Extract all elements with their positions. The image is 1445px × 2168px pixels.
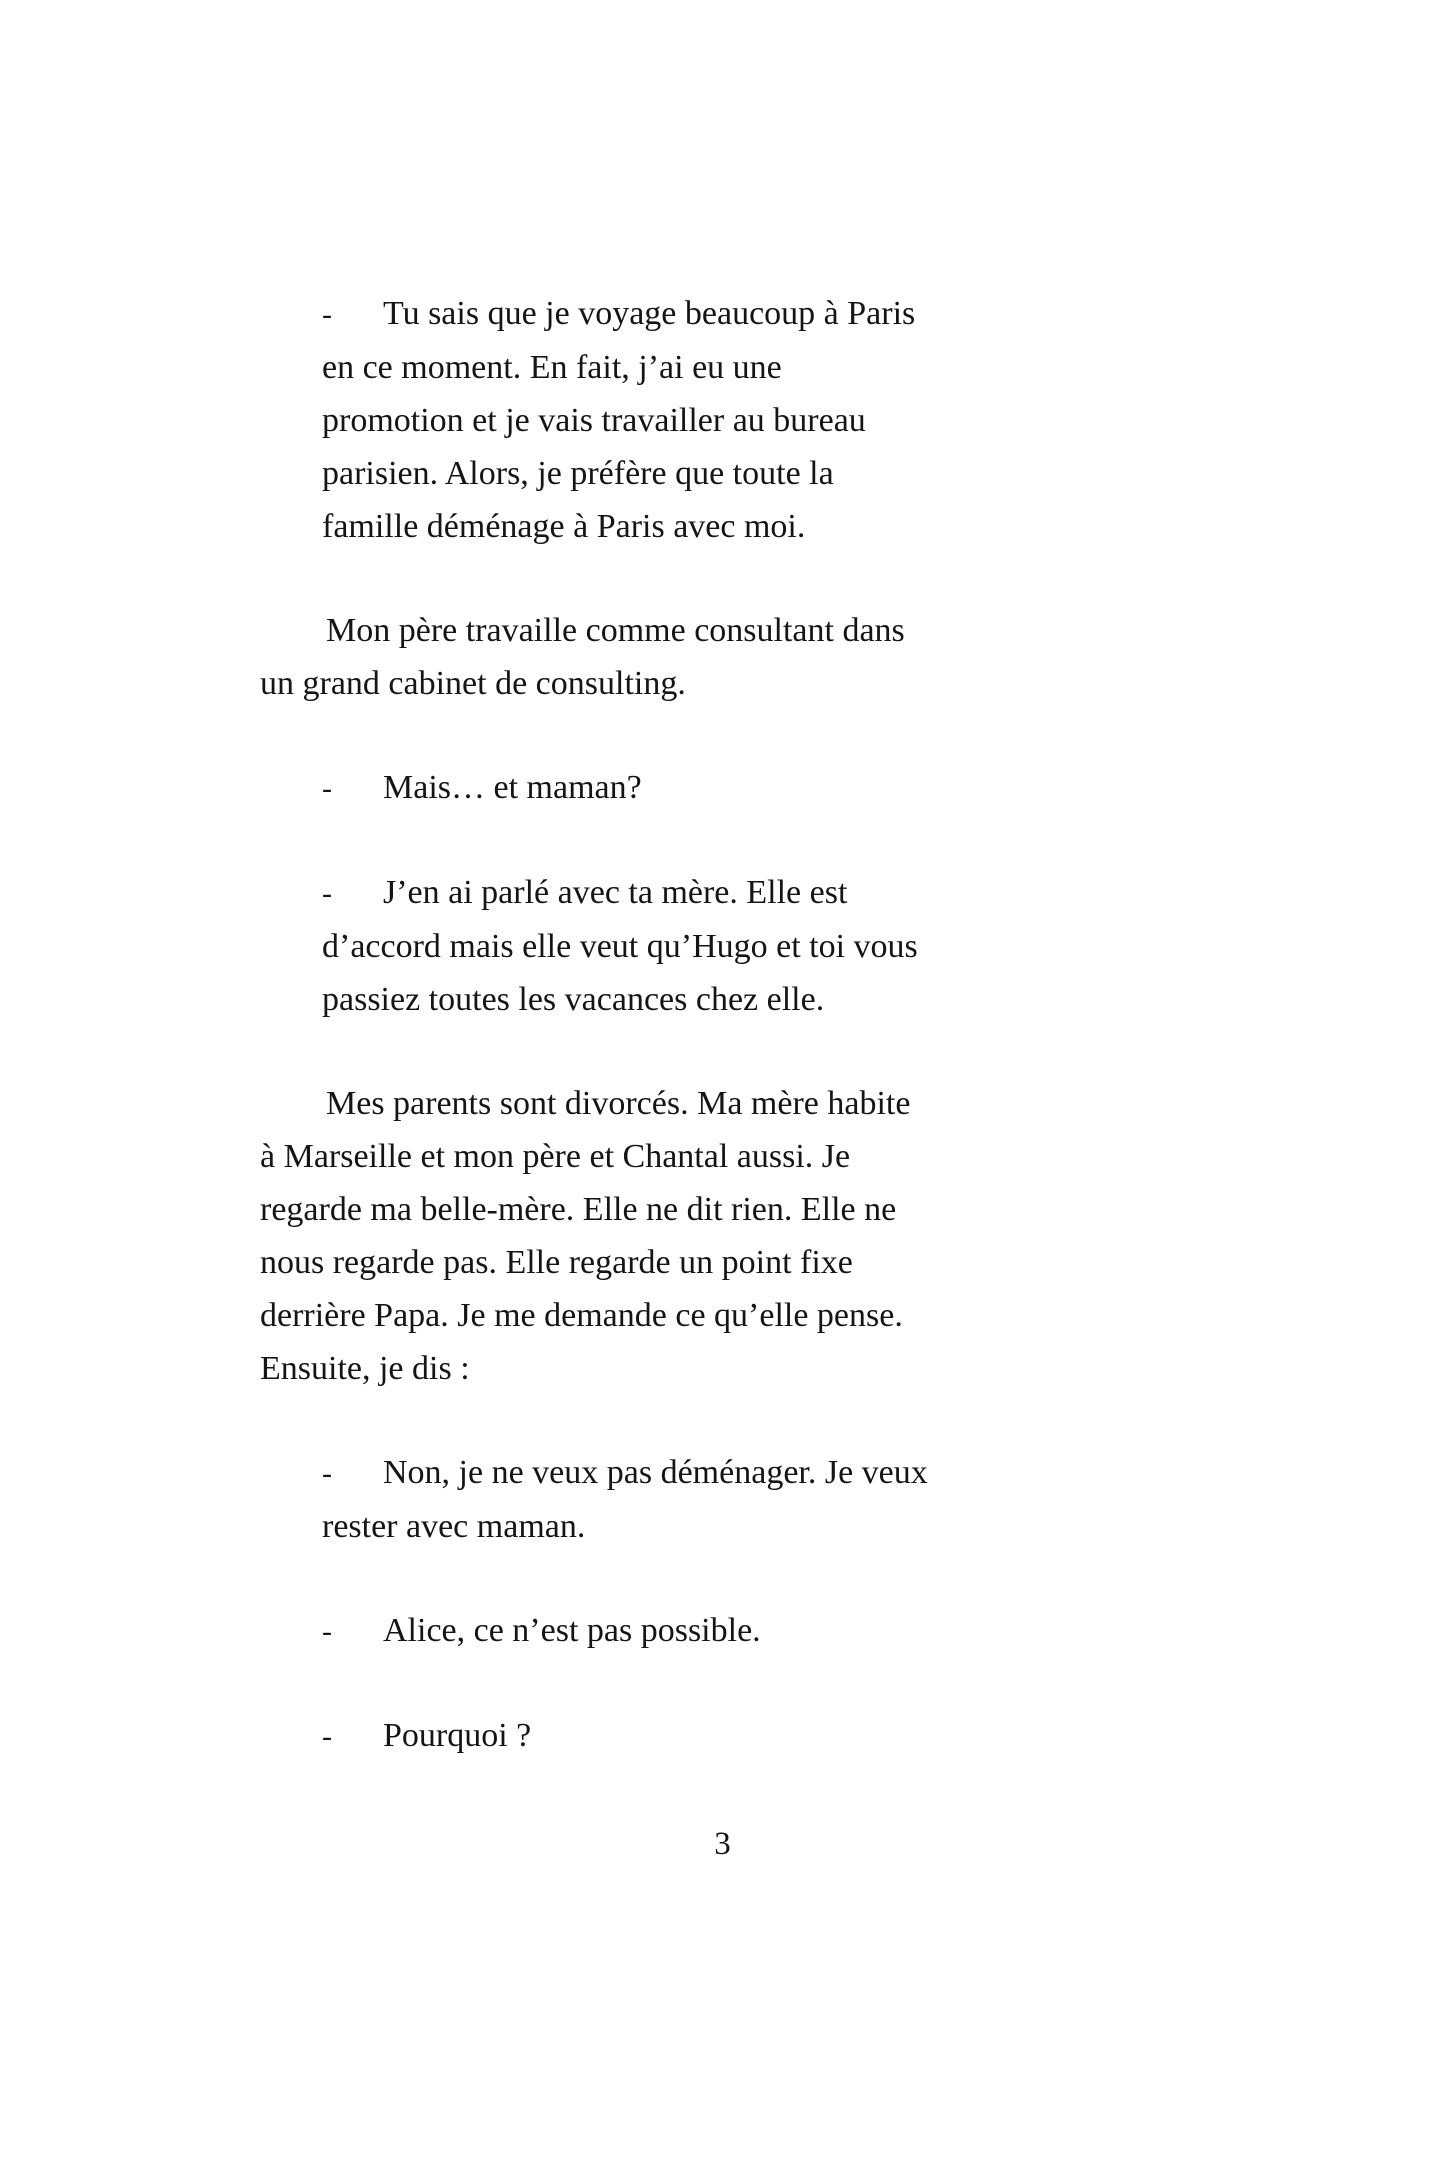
text-line [322,500,1180,553]
text-line [322,920,1180,973]
text-line [322,394,1180,447]
text-line [260,1289,1180,1342]
line-text: Mes parents sont divorcés. Ma mère habite [326,1085,911,1122]
text-line [322,1604,1180,1658]
dialogue-dash: - [322,1720,332,1753]
line-text: Mon père travaille comme consultant dans [326,612,905,649]
line-text: J’en ai parlé avec ta mère. Elle est [383,874,848,911]
line-text: Alice, ce n’est pas possible. [383,1612,761,1649]
dialogue-dash: - [322,1615,332,1648]
dialogue-paragraph [322,1709,1180,1763]
line-text: famille déménage à Paris avec moi. [322,508,806,545]
line-text: rester avec maman. [322,1508,586,1545]
line-text: en ce moment. En fait, j’ai eu une [322,349,782,386]
text-line [260,1236,1180,1289]
text-line [322,761,1180,815]
line-text: Ensuite, je dis : [260,1350,470,1387]
line-text: Mais… et maman? [383,769,642,806]
line-text: parisien. Alors, je préfère que toute la [322,455,834,492]
line-text: regarde ma belle-mère. Elle ne dit rien. Elle ne [260,1191,897,1228]
text-line [322,1446,1180,1500]
dialogue-paragraph [322,287,1180,553]
line-text: un grand cabinet de consulting. [260,665,686,702]
text-line [322,1709,1180,1763]
text-line [322,973,1180,1026]
narration-paragraph [260,1077,1180,1395]
text-line [260,1077,1180,1130]
dialogue-paragraph [322,866,1180,1026]
dialogue-dash: - [322,1457,332,1490]
text-line [322,1500,1180,1553]
dialogue-paragraph [322,1604,1180,1658]
text-line [260,657,1180,710]
text-line [260,604,1180,657]
text-line [260,1183,1180,1236]
dialogue-dash: - [322,298,332,331]
text-line [322,287,1180,341]
line-text: Pourquoi ? [383,1717,532,1754]
line-text: d’accord mais elle veut qu’Hugo et toi vous [322,928,918,965]
line-text: derrière Papa. Je me demande ce qu’elle pense. [260,1297,903,1334]
line-text: Non, je ne veux pas déménager. Je veux [383,1454,928,1491]
line-text: passiez toutes les vacances chez elle. [322,981,825,1018]
text-line [322,866,1180,920]
text-line [322,447,1180,500]
page-number: 3 [714,1826,731,1862]
line-text: à Marseille et mon père et Chantal aussi. Je [260,1138,851,1175]
text-line [260,1342,1180,1395]
line-text: promotion et je vais travailler au bureau [322,402,866,439]
dialogue-dash: - [322,772,332,805]
text-line [322,341,1180,394]
line-text: nous regarde pas. Elle regarde un point fixe [260,1244,853,1281]
narration-paragraph [260,604,1180,710]
dialogue-paragraph [322,761,1180,815]
dialogue-paragraph [322,1446,1180,1553]
line-text: Tu sais que je voyage beaucoup à Paris [383,295,916,332]
dialogue-dash: - [322,877,332,910]
page-text [260,287,1180,1814]
text-line [260,1130,1180,1183]
